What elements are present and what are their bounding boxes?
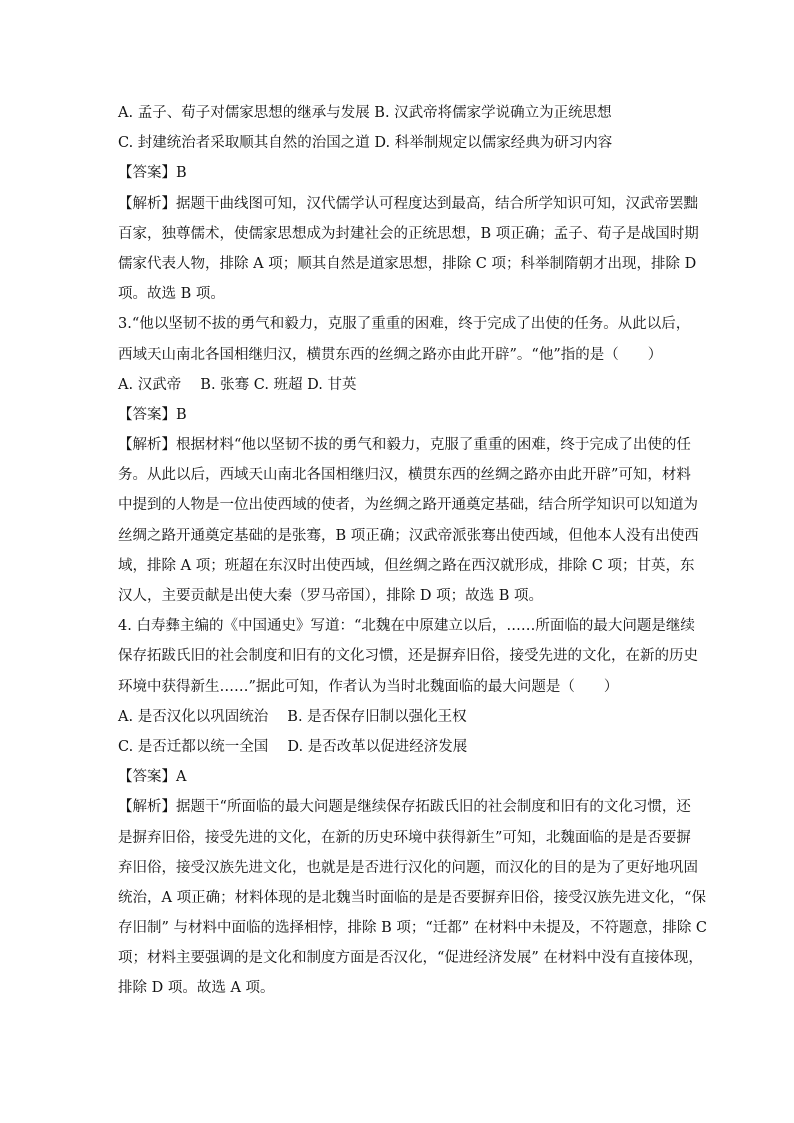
text-line: 百家，独尊儒术，使儒家思想成为封建社会的正统思想，B 项正确；孟子、荀子是战国时期 [118,225,699,242]
text-line: 【解析】据题干“所面临的最大问题是继续保存拓跋氏旧的社会制度和旧有的文化习惯，还 [118,799,691,816]
q2-answer [118,158,688,188]
text-line: 3.“他以坚韧不拔的勇气和毅力，克服了重重的困难，终于完成了出使的任务。从此以后， [118,316,691,333]
text-line: 汉人，主要贡献是出使大秦（罗马帝国），排除 D 项；故选 B 项。 [118,588,543,604]
text-line: 存旧制” 与材料中面临的选择相悖，排除 B 项；“迁都” 在材料中未提及，不符题意，排除 C [118,920,708,937]
q2-options-1 [118,98,688,128]
text-line: 4. 白寿彝主编的《中国通史》写道：“北魏在中原建立以后，……所面临的最大问题是继续 [118,618,695,635]
q2-analysis [118,189,699,310]
text-line: 【答案】B [118,406,187,423]
text-line: 弃旧俗，接受汉族先进文化，也就是是否进行汉化的问题，而汉化的目的是为了更好地巩固 [118,859,698,876]
q4-options-2 [118,732,688,762]
text-line: 【解析】据题干曲线图可知，汉代儒学认可程度达到最高，结合所学知识可知，汉武帝罢黜 [118,195,698,212]
text-line: 项。故选 B 项。 [118,286,225,303]
text-line: C. 是否迁都以统一全国 D. 是否改革以促进经济发展 [118,738,468,755]
q4-answer [118,762,688,792]
text-line: A. 汉武帝 B. 张骞 C. 班超 D. 甘英 [118,376,357,393]
text-line: 务。从此以后，西域天山南北各国相继归汉，横贯东西的丝绸之路亦由此开辟”可知，材料 [118,467,691,484]
q4-options-1 [118,702,688,732]
text-line: 丝绸之路开通奠定基础的是张骞，B 项正确；汉武帝派张骞出使西域，但他本人没有出使西 [118,527,699,544]
text-line: 【答案】A [118,769,187,786]
text-line: 域，排除 A 项；班超在东汉时出使西域，但丝绸之路在西汉就形成，排除 C 项；甘英，东 [118,557,695,574]
text-line: 儒家代表人物，排除 A 项；顺其自然是道家思想，排除 C 项；科举制隋朝才出现，排除 D [118,255,697,272]
q3-options [118,370,688,400]
document-body [118,98,708,1004]
text-line: C. 封建统治者采取顺其自然的治国之道 D. 科举制规定以儒家经典为研习内容 [118,135,613,152]
text-line: 中提到的人物是一位出使西域的使者，为丝绸之路开通奠定基础，结合所学知识可以知道为 [118,497,698,514]
text-line: 是摒弃旧俗，接受先进的文化，在新的历史环境中获得新生”可知，北魏面临的是是否要摒 [118,829,691,846]
text-line: 【答案】B [118,165,187,182]
text-line: 西域天山南北各国相继归汉，横贯东西的丝绸之路亦由此开辟”。“他”指的是（ ） [118,346,663,363]
text-line: 统治，A 项正确；材料体现的是北魏当时面临的是是否要摒弃旧俗，接受汉族先进文化，“保 [118,889,706,906]
text-line: A. 孟子、荀子对儒家思想的继承与发展 B. 汉武帝将儒家学说确立为正统思想 [118,105,612,121]
q3-stem [118,309,691,369]
text-line: 环境中获得新生……”据此可知，作者认为当时北魏面临的最大问题是（ ） [118,678,619,695]
q4-analysis [118,792,708,1003]
text-line: 保存拓跋氏旧的社会制度和旧有的文化习惯，还是摒弃旧俗，接受先进的文化，在新的历史 [118,648,698,665]
text-line: 【解析】根据材料“他以坚韧不拔的勇气和毅力，克服了重重的困难，终于完成了出使的任 [118,437,691,454]
q3-answer [118,400,688,430]
q4-stem [118,611,698,702]
text-line: 排除 D 项。故选 A 项。 [118,980,275,997]
q2-options-2 [118,128,688,158]
text-line: A. 是否汉化以巩固统治 B. 是否保存旧制以强化王权 [118,708,467,725]
text-line: 项；材料主要强调的是文化和制度方面是否汉化，“促进经济发展” 在材料中没有直接体现， [118,950,703,967]
q3-analysis [118,430,699,611]
